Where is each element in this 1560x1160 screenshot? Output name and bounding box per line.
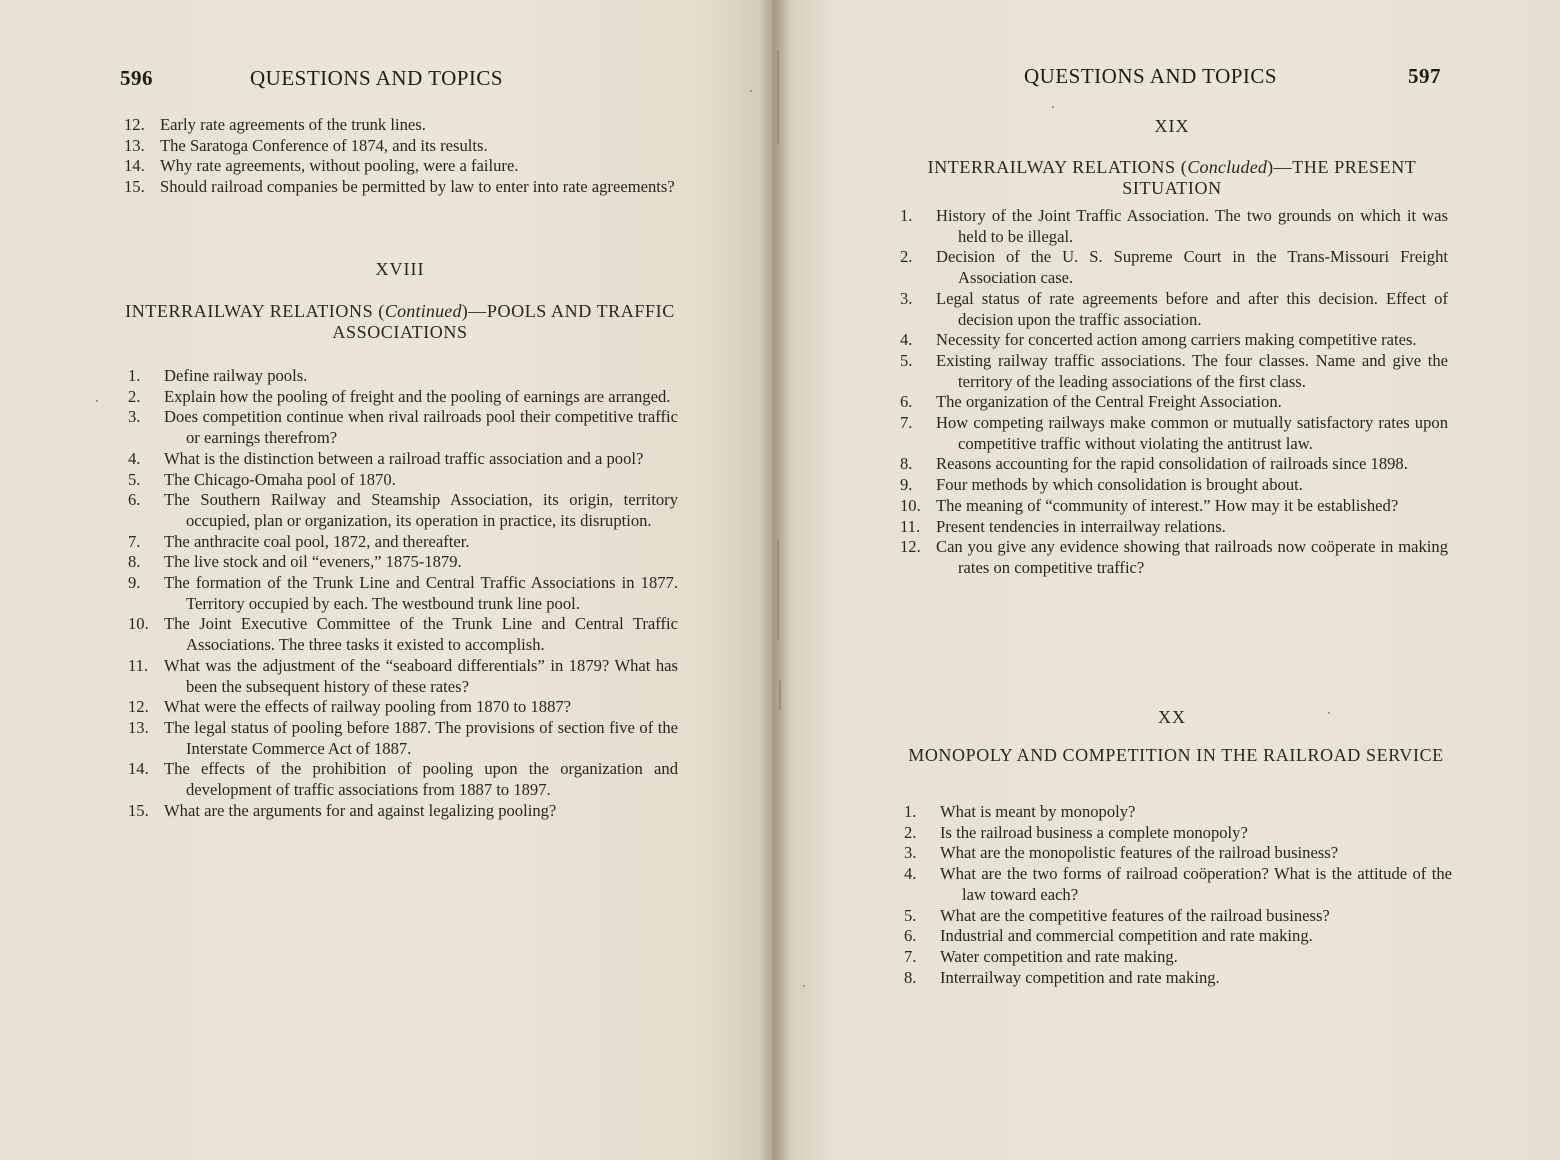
section-title-part: )—POOLS AND TRAFFIC ASSOCIATIONS [332,301,675,342]
question-item [128,366,678,387]
question-item [904,843,1452,864]
section-title-part: MONOPOLY AND COMPETITION IN THE RAILROAD SERVICE [908,745,1444,765]
left-page [0,0,772,1160]
question-item [128,614,678,655]
question-item [128,759,678,800]
question-text: The anthracite coal pool, 1872, and thereafter. [164,531,470,551]
question-number: 11. [900,516,921,536]
question-item [128,697,678,718]
question-text: Water competition and rate making. [940,946,1178,966]
question-item [128,449,678,470]
section-title-part: INTERRAILWAY RELATIONS ( [927,157,1188,177]
question-number: 9. [128,573,141,593]
right-running-head: QUESTIONS AND TOPICS [1024,64,1278,88]
question-item [124,115,676,136]
question-number: 6. [128,490,141,510]
question-text: The organization of the Central Freight Association. [936,392,1282,412]
question-item [128,573,678,614]
paper-speck [1328,712,1330,714]
question-number: 9. [900,475,913,495]
question-text: Interrailway competition and rate making. [940,967,1220,987]
question-text: History of the Joint Traffic Association. The two grounds on which it was held to be illegal. [936,206,1448,246]
paper-speck [1052,106,1054,108]
question-number: 5. [128,469,141,489]
question-item [900,537,1448,578]
right-page [772,0,1560,1160]
question-text: Industrial and commercial competition and rate making. [940,926,1313,946]
paper-speck [96,400,98,402]
question-text: The effects of the prohibition of pooling upon the organization and development of traffic associations from 1887 to 1897. [164,759,678,800]
section-title-italic: Concluded [1187,157,1268,177]
question-number: 3. [904,843,917,863]
question-number: 1. [900,206,913,225]
left-page-number: 596 [120,66,153,90]
question-item [124,136,676,157]
question-text: Should railroad companies be permitted by law to enter into rate agreements? [160,177,675,197]
question-number: 14. [128,759,149,779]
question-item [900,413,1448,454]
question-item [900,289,1448,330]
question-text: The Saratoga Conference of 1874, and its results. [160,135,488,155]
question-item [900,475,1448,496]
question-item [904,802,1452,823]
section-numeral-xx: XX [1158,707,1186,727]
question-number: 3. [128,407,141,427]
question-number: 2. [904,822,917,842]
question-item [900,392,1448,413]
question-text: Define railway pools. [164,366,308,385]
question-item [900,517,1448,538]
question-number: 6. [900,392,913,412]
question-number: 11. [128,655,149,675]
question-text: What was the adjustment of the “seaboard differentials” in 1879? What has been the subsequent history of these rates? [164,655,678,696]
section-title-xx [900,745,1452,766]
question-list-xix [900,206,1448,579]
question-text: Can you give any evidence showing that railroads now coöperate in making rates on competitive traffic? [936,537,1448,577]
question-number: 8. [900,454,913,474]
question-number: 2. [900,247,913,267]
question-text: What is meant by monopoly? [940,802,1136,821]
binding-thread [777,50,779,145]
question-text: The Joint Executive Committee of the Trunk Line and Central Traffic Associations. The three tasks it existed to accomplish. [164,614,678,655]
question-text: What is the distinction between a railroad traffic association and a pool? [164,448,644,468]
section-numeral-xviii: XVIII [375,259,425,279]
paper-speck [803,985,805,987]
question-number: 5. [904,905,917,925]
question-text: How competing railways make common or mutually satisfactory rates upon competitive traffic without violating the antitrust law. [936,413,1448,453]
question-item [128,407,678,448]
question-number: 10. [128,614,149,634]
question-number: 1. [128,366,141,385]
question-item [128,718,678,759]
question-text: Reasons accounting for the rapid consolidation of railroads since 1898. [936,454,1408,474]
question-text: The legal status of pooling before 1887. The provisions of section five of the Interstate Commerce Act of 1887. [164,717,678,758]
question-number: 4. [900,330,913,350]
question-text: The Southern Railway and Steamship Association, its origin, territory occupied, plan or organization, its operation in practice, its disruption. [164,490,678,530]
question-item [904,926,1452,947]
question-text: Four methods by which consolidation is brought about. [936,475,1303,495]
question-text: What are the arguments for and against legalizing pooling? [164,800,557,820]
question-number: 7. [900,413,913,433]
question-number: 4. [128,448,141,468]
question-item [900,330,1448,351]
question-number: 12. [900,537,921,557]
section-title-xix [890,157,1454,199]
question-text: Decision of the U. S. Supreme Court in the Trans-Missouri Freight Association case. [936,247,1448,288]
question-number: 7. [904,946,917,966]
question-number: 8. [904,967,917,987]
question-item [128,552,678,573]
right-page-number: 597 [1408,64,1441,88]
question-item [128,656,678,697]
left-running-head: QUESTIONS AND TOPICS [250,66,504,90]
question-item [124,156,676,177]
question-number: 2. [128,386,141,406]
question-number: 3. [900,288,913,308]
question-number: 12. [128,697,149,717]
question-number: 6. [904,926,917,946]
question-text: Present tendencies in interrailway relations. [936,516,1226,536]
question-item [128,490,678,531]
section-title-part: )—THE PRESENT SITUATION [1122,157,1417,198]
question-item [900,206,1448,247]
question-text: What are the competitive features of the railroad business? [940,905,1330,925]
question-number: 13. [128,717,149,737]
question-list-xviii [128,366,678,821]
binding-thread [777,540,779,640]
question-item [900,496,1448,517]
question-text: The formation of the Trunk Line and Central Traffic Associations in 1877. Territory occupied by each. The westbound trunk line pool. [164,573,678,613]
question-number: 4. [904,864,917,884]
question-number: 12. [124,115,145,134]
question-item [128,387,678,408]
question-text: Existing railway traffic associations. The four classes. Name and give the territory of the leading associations of the first class. [936,350,1448,391]
question-text: The live stock and oil “eveners,” 1875-1879. [164,552,462,572]
question-item [124,177,676,198]
question-item [128,801,678,822]
question-text: Explain how the pooling of freight and the pooling of earnings are arranged. [164,386,671,406]
section-title-italic: Continued [384,301,462,321]
question-text: Does competition continue when rival railroads pool their competitive traffic or earnings therefrom? [164,407,678,448]
section-numeral-xix: XIX [1154,116,1190,136]
question-number: 14. [124,156,145,176]
question-text: What were the effects of railway pooling from 1870 to 1887? [164,697,572,717]
section-title-part: INTERRAILWAY RELATIONS ( [125,301,385,321]
section-title-xviii [118,301,682,343]
question-text: Necessity for concerted action among carriers making competitive rates. [936,330,1417,350]
continued-question-list [124,115,676,198]
question-number: 15. [124,177,145,197]
question-number: 7. [128,531,141,551]
question-number: 13. [124,135,145,155]
question-item [128,532,678,553]
question-text: What are the monopolistic features of the railroad business? [940,843,1339,863]
question-text: The Chicago-Omaha pool of 1870. [164,469,396,489]
binding-thread [779,680,781,710]
question-item [904,864,1452,905]
question-number: 1. [904,802,917,821]
question-item [900,454,1448,475]
question-item [900,351,1448,392]
question-item [904,906,1452,927]
book-gutter [760,0,790,1160]
question-number: 10. [900,495,921,515]
question-list-xx [904,802,1452,988]
question-number: 8. [128,552,141,572]
question-text: The meaning of “community of interest.” How may it be established? [936,495,1399,515]
question-text: Why rate agreements, without pooling, were a failure. [160,156,519,176]
question-text: Legal status of rate agreements before and after this decision. Effect of decision upon the traffic association. [936,288,1448,329]
question-item [904,823,1452,844]
paper-speck [750,90,752,92]
question-text: Is the railroad business a complete monopoly? [940,822,1248,842]
question-item [904,947,1452,968]
question-item [128,470,678,491]
question-text: Early rate agreements of the trunk lines. [160,115,426,134]
question-number: 5. [900,350,913,370]
question-number: 15. [128,800,149,820]
question-text: What are the two forms of railroad coöperation? What is the attitude of the law toward each? [940,864,1452,904]
question-item [900,247,1448,288]
question-item [904,968,1452,989]
